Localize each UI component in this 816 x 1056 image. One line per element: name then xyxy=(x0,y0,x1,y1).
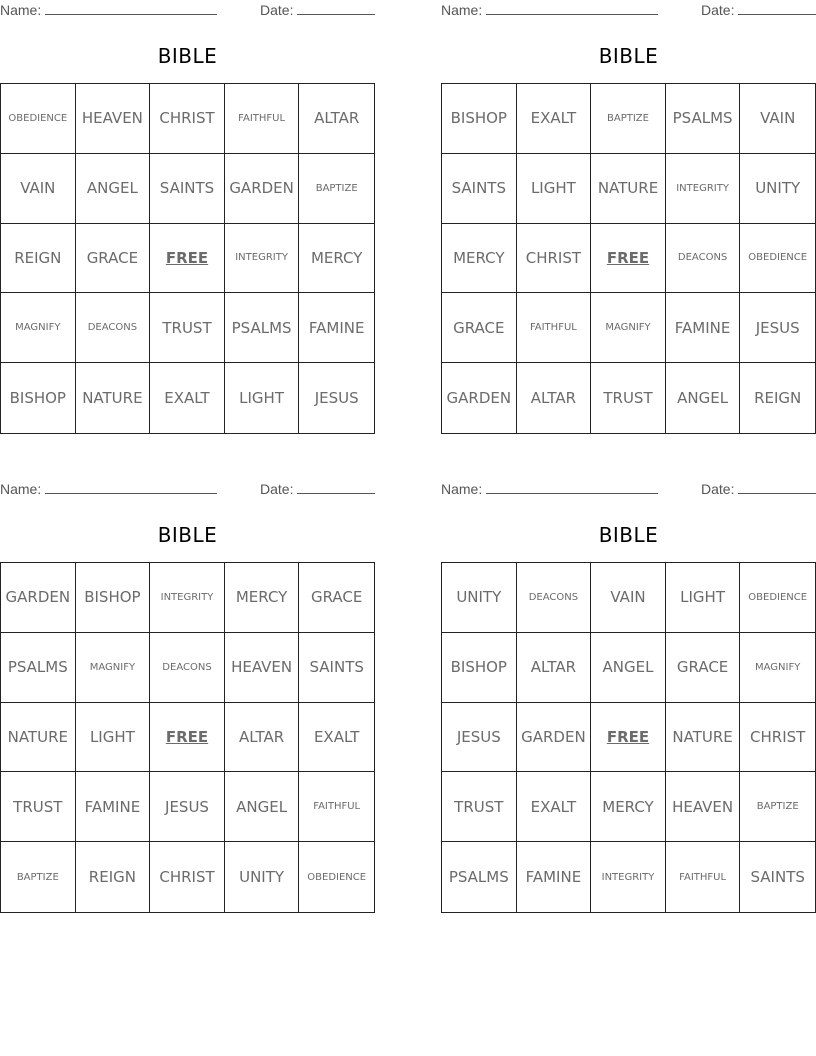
free-space-cell[interactable]: FREE xyxy=(150,224,225,294)
bingo-cell[interactable]: OBEDIENCE xyxy=(1,84,76,154)
bingo-cell[interactable]: OBEDIENCE xyxy=(307,871,367,883)
bingo-cell[interactable]: ANGEL xyxy=(225,772,300,842)
bingo-cell[interactable]: DEACONS xyxy=(76,293,151,363)
bingo-cell[interactable]: PSALMS xyxy=(666,84,741,154)
date-field xyxy=(701,2,816,18)
bingo-card-3 xyxy=(0,479,375,887)
name-field xyxy=(0,2,217,18)
bingo-cell[interactable]: VAIN xyxy=(1,154,76,224)
bingo-cell[interactable]: NATURE xyxy=(591,154,666,224)
name-blank-line[interactable] xyxy=(45,481,217,494)
name-field xyxy=(0,481,217,497)
bingo-cell[interactable]: UNITY xyxy=(225,842,300,912)
bingo-cell[interactable]: CHRIST xyxy=(517,224,592,294)
bingo-grid xyxy=(441,83,816,434)
free-space-cell[interactable]: FREE xyxy=(591,703,666,773)
name-blank-line[interactable] xyxy=(45,2,217,15)
date-label: Date: xyxy=(701,481,735,497)
bingo-cell[interactable]: BAPTIZE xyxy=(299,154,374,224)
bingo-cell[interactable]: TRUST xyxy=(442,772,517,842)
bingo-cell[interactable]: EXALT xyxy=(517,84,592,154)
name-label: Name: xyxy=(441,481,483,497)
date-blank-line[interactable] xyxy=(297,2,375,15)
bingo-card-4 xyxy=(441,479,816,887)
bingo-cell[interactable]: HEAVEN xyxy=(225,633,300,703)
bingo-cell[interactable]: CHRIST xyxy=(150,84,225,154)
bingo-cell[interactable]: BISHOP xyxy=(442,633,517,703)
bingo-cell[interactable]: JESUS xyxy=(314,389,359,408)
bingo-card-2 xyxy=(441,0,816,408)
bingo-cell[interactable]: MERCY xyxy=(299,224,374,294)
bingo-cell[interactable]: ALTAR xyxy=(517,633,592,703)
bingo-cell[interactable]: SAINTS xyxy=(150,154,225,224)
bingo-cell[interactable]: DEACONS xyxy=(666,224,741,294)
name-label: Name: xyxy=(0,481,42,497)
date-label: Date: xyxy=(260,481,294,497)
bingo-cell[interactable]: LIGHT xyxy=(666,563,741,633)
bingo-cell[interactable]: BAPTIZE xyxy=(1,842,76,912)
bingo-cell[interactable]: BAPTIZE xyxy=(591,84,666,154)
bingo-cell[interactable]: FAMINE xyxy=(76,772,151,842)
date-field xyxy=(701,481,816,497)
bingo-cell[interactable]: OBEDIENCE xyxy=(740,563,815,633)
bingo-card-1 xyxy=(0,0,375,408)
bingo-cell[interactable]: TRUST xyxy=(1,772,76,842)
bingo-cell[interactable]: TRUST xyxy=(591,363,666,433)
bingo-cell[interactable]: SAINTS xyxy=(750,868,805,887)
bingo-cell[interactable]: SAINTS xyxy=(299,633,374,703)
bingo-cell[interactable]: MERCY xyxy=(591,772,666,842)
bingo-cell[interactable]: BAPTIZE xyxy=(740,772,815,842)
bingo-cell[interactable]: SAINTS xyxy=(442,154,517,224)
bingo-cell[interactable]: FAITHFUL xyxy=(517,293,592,363)
bingo-cell[interactable]: JESUS xyxy=(442,703,517,773)
name-field xyxy=(441,2,658,18)
bingo-cell[interactable]: DEACONS xyxy=(150,633,225,703)
bingo-cell[interactable]: ALTAR xyxy=(299,84,374,154)
bingo-cell[interactable]: EXALT xyxy=(150,363,225,433)
bingo-cell[interactable]: PSALMS xyxy=(442,842,517,912)
bingo-cell[interactable]: ALTAR xyxy=(225,703,300,773)
bingo-cell[interactable]: GARDEN xyxy=(442,363,517,433)
bingo-cell[interactable]: FAITHFUL xyxy=(299,772,374,842)
date-field xyxy=(260,2,375,18)
bingo-cell[interactable]: REIGN xyxy=(1,224,76,294)
bingo-cell[interactable]: GRACE xyxy=(76,224,151,294)
bingo-cell[interactable]: VAIN xyxy=(591,563,666,633)
bingo-grid xyxy=(0,83,375,434)
bingo-cell[interactable]: GRACE xyxy=(666,633,741,703)
bingo-cell[interactable]: REIGN xyxy=(754,389,802,408)
bingo-cell[interactable]: PSALMS xyxy=(1,633,76,703)
bingo-cell[interactable]: GARDEN xyxy=(1,563,76,633)
bingo-cell[interactable]: FAITHFUL xyxy=(225,84,300,154)
bingo-cell[interactable]: MAGNIFY xyxy=(1,293,76,363)
date-field xyxy=(260,481,375,497)
bingo-cell[interactable]: UNITY xyxy=(442,563,517,633)
bingo-cell[interactable]: TRUST xyxy=(150,293,225,363)
bingo-cell[interactable]: LIGHT xyxy=(76,703,151,773)
free-space-cell[interactable]: FREE xyxy=(591,224,666,294)
bingo-cell[interactable]: ALTAR xyxy=(517,363,592,433)
bingo-cell[interactable]: CHRIST xyxy=(150,842,225,912)
card-title: BIBLE xyxy=(157,44,218,68)
bingo-cell[interactable]: MERCY xyxy=(225,563,300,633)
date-blank-line[interactable] xyxy=(738,2,816,15)
bingo-cell[interactable]: BISHOP xyxy=(76,563,151,633)
card-title: BIBLE xyxy=(157,523,218,547)
bingo-cell[interactable]: GRACE xyxy=(299,563,374,633)
bingo-cell[interactable]: UNITY xyxy=(740,154,815,224)
bingo-cell[interactable]: HEAVEN xyxy=(666,772,741,842)
name-label: Name: xyxy=(441,2,483,18)
bingo-cell[interactable]: EXALT xyxy=(517,772,592,842)
date-label: Date: xyxy=(260,2,294,18)
card-title: BIBLE xyxy=(598,523,659,547)
free-space-cell[interactable]: FREE xyxy=(150,703,225,773)
bingo-cell[interactable]: ANGEL xyxy=(666,363,741,433)
card-header xyxy=(0,0,375,22)
bingo-cell[interactable]: MERCY xyxy=(442,224,517,294)
bingo-grid xyxy=(0,562,375,913)
bingo-cell[interactable]: NATURE xyxy=(1,703,76,773)
bingo-cell[interactable]: FAITHFUL xyxy=(666,842,741,912)
bingo-cell[interactable]: REIGN xyxy=(76,842,151,912)
bingo-cell[interactable]: BISHOP xyxy=(442,84,517,154)
bingo-cell[interactable]: DEACONS xyxy=(517,563,592,633)
bingo-cell[interactable]: ANGEL xyxy=(591,633,666,703)
name-field xyxy=(441,481,658,497)
bingo-cell[interactable]: VAIN xyxy=(740,84,815,154)
bingo-cell[interactable]: BISHOP xyxy=(1,363,76,433)
date-blank-line[interactable] xyxy=(738,481,816,494)
bingo-cell[interactable]: JESUS xyxy=(740,293,815,363)
bingo-cell[interactable]: FAMINE xyxy=(299,293,374,363)
date-label: Date: xyxy=(701,2,735,18)
bingo-cell[interactable]: FAMINE xyxy=(666,293,741,363)
name-blank-line[interactable] xyxy=(486,2,658,15)
bingo-cell[interactable]: GRACE xyxy=(442,293,517,363)
bingo-cell[interactable]: MAGNIFY xyxy=(591,293,666,363)
name-label: Name: xyxy=(0,2,42,18)
bingo-cell[interactable]: NATURE xyxy=(76,363,151,433)
bingo-cell[interactable]: LIGHT xyxy=(225,363,300,433)
bingo-cell[interactable]: HEAVEN xyxy=(76,84,151,154)
bingo-cell[interactable]: PSALMS xyxy=(225,293,300,363)
bingo-cell[interactable]: INTEGRITY xyxy=(666,154,741,224)
name-blank-line[interactable] xyxy=(486,481,658,494)
bingo-cell[interactable]: ANGEL xyxy=(76,154,151,224)
bingo-cell[interactable]: MAGNIFY xyxy=(740,633,815,703)
bingo-cell[interactable]: EXALT xyxy=(299,703,374,773)
card-header xyxy=(441,0,816,22)
card-header xyxy=(0,479,375,501)
date-blank-line[interactable] xyxy=(297,481,375,494)
bingo-cell[interactable]: GARDEN xyxy=(225,154,300,224)
bingo-cell[interactable]: JESUS xyxy=(150,772,225,842)
bingo-cell[interactable]: INTEGRITY xyxy=(225,224,300,294)
bingo-cell[interactable]: FAMINE xyxy=(517,842,592,912)
bingo-cell[interactable]: CHRIST xyxy=(740,703,815,773)
bingo-cell[interactable]: INTEGRITY xyxy=(150,563,225,633)
bingo-cell[interactable]: INTEGRITY xyxy=(591,842,666,912)
bingo-cell[interactable]: GARDEN xyxy=(517,703,592,773)
card-header xyxy=(441,479,816,501)
bingo-cell[interactable]: OBEDIENCE xyxy=(740,224,815,294)
bingo-cell[interactable]: MAGNIFY xyxy=(76,633,151,703)
bingo-cell[interactable]: LIGHT xyxy=(517,154,592,224)
bingo-cell[interactable]: NATURE xyxy=(666,703,741,773)
bingo-grid xyxy=(441,562,816,913)
card-title: BIBLE xyxy=(598,44,659,68)
